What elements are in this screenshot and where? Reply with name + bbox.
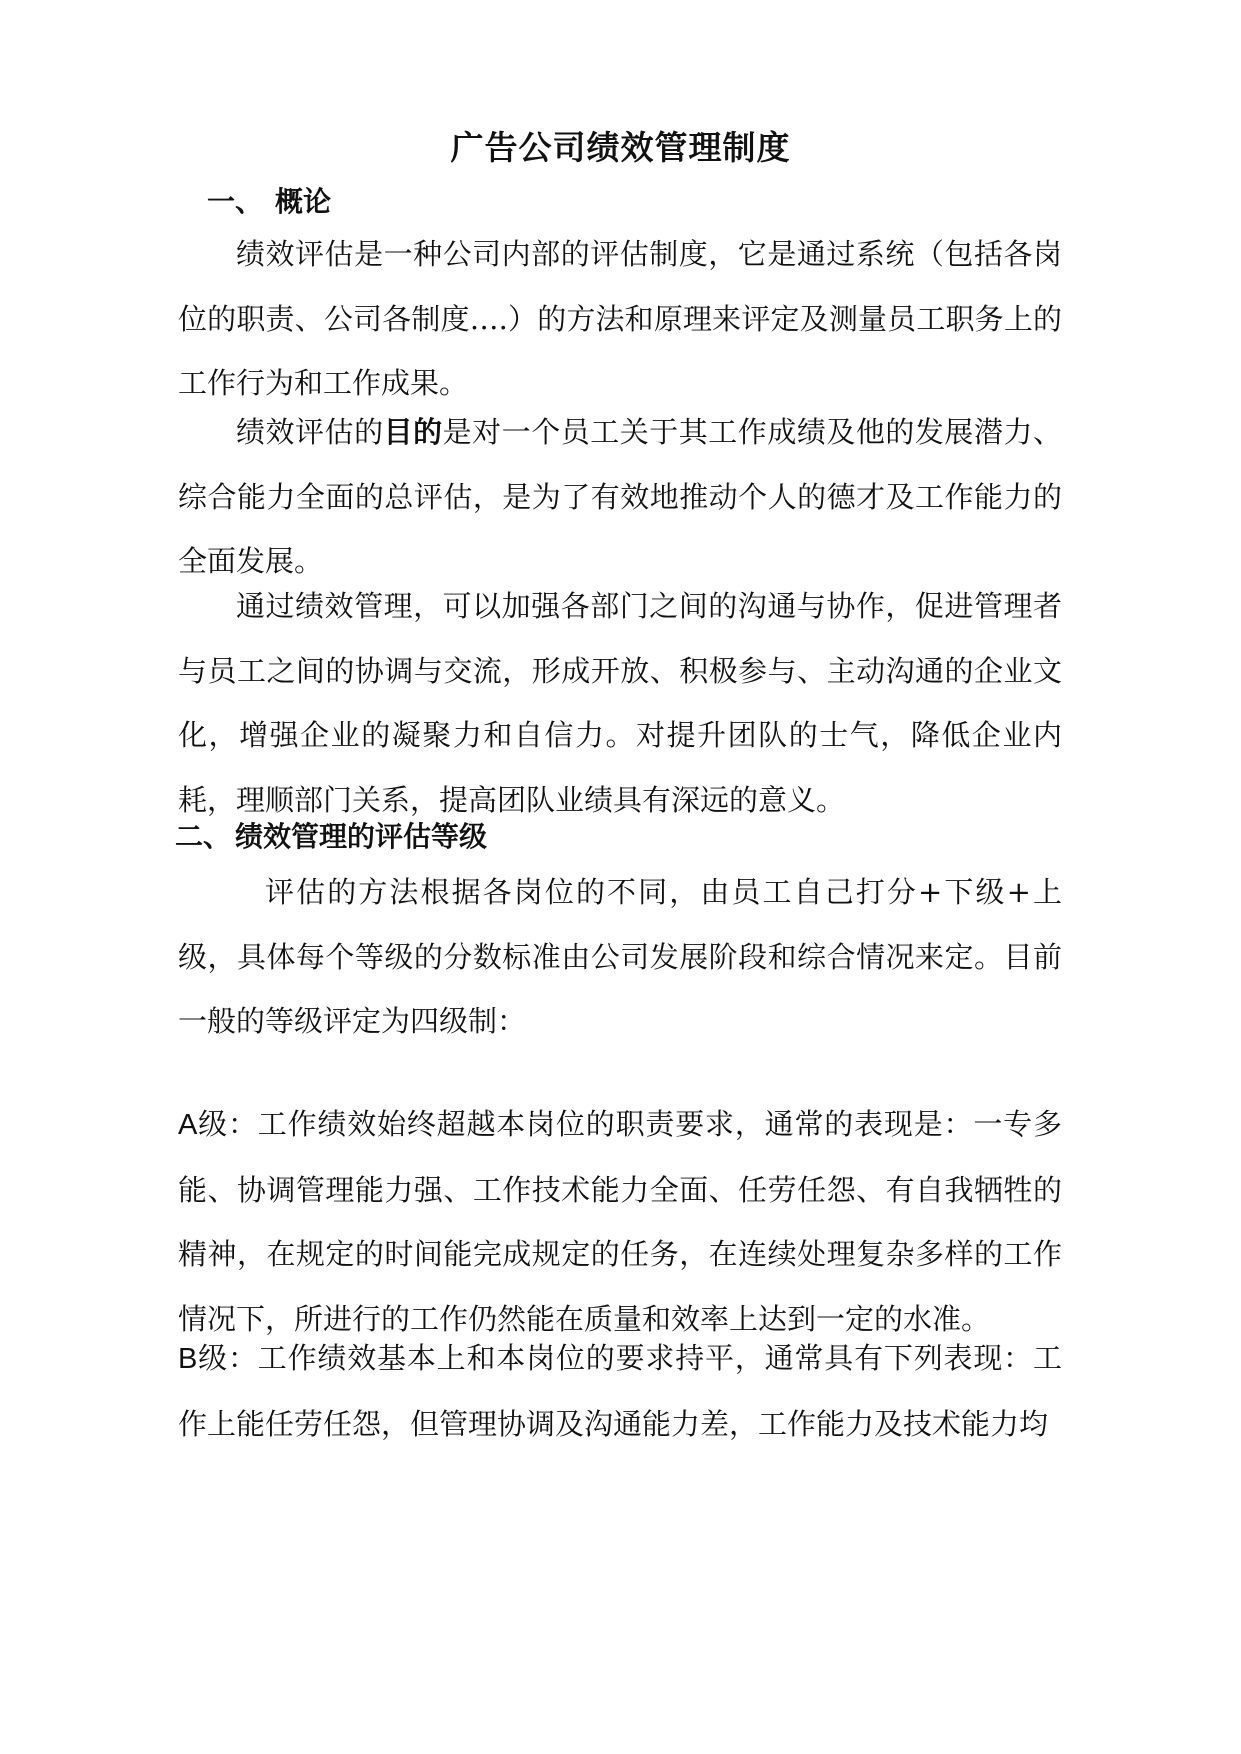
section-number: 二、 xyxy=(175,820,232,853)
paragraph-benefits: 通过绩效管理，可以加强各部门之间的沟通与协作，促进管理者与员工之间的协调与交流，形成开放、积极参与、主动沟通的企业文化，增强企业的凝聚力和自信力。对提升团队的士气，降低企业内耗，理顺部门关系，提高团队业绩具有深远的意义。 xyxy=(178,589,1062,817)
section-heading-overview xyxy=(207,180,331,220)
section-heading-grades xyxy=(175,815,487,855)
section-title: 概论 xyxy=(275,185,332,218)
paragraph-method: 评估的方法根据各岗位的不同，由员工自己打分+下级+上级，具体每个等级的分数标准由公司发展阶段和综合情况来定。目前一般的等级评定为四级制： xyxy=(178,875,1062,1038)
purpose-lead-text: 绩效评估的 xyxy=(236,415,384,449)
grade-a-label: A xyxy=(178,1109,198,1141)
paragraph-purpose xyxy=(178,400,1062,594)
grade-a-paragraph xyxy=(178,1092,1062,1351)
section-number: 一、 xyxy=(207,185,264,218)
section-title: 绩效管理的评估等级 xyxy=(235,820,488,853)
purpose-emphasis: 目的 xyxy=(383,415,443,449)
grade-b-label: B xyxy=(178,1343,198,1375)
grade-b-text: 级：工作绩效基本上和本岗位的要求持平，通常具有下列表现：工作上能任劳任怨，但管理协调及沟通能力差，工作能力及技术能力均 xyxy=(178,1341,1062,1441)
purpose-rest-text: 是对一个员工关于其工作成绩及他的发展潜力、综合能力全面的总评估，是为了有效地推动个人的德才及工作能力的全面发展。 xyxy=(178,415,1062,578)
paragraph-definition: 绩效评估是一种公司内部的评估制度，它是通过系统（包括各岗位的职责、公司各制度….）的方法和原理来评定及测量员工职务上的工作行为和工作成果。 xyxy=(178,237,1062,400)
grade-b-paragraph xyxy=(178,1326,1062,1456)
document-title: 广告公司绩效管理制度 xyxy=(450,128,791,167)
grade-a-text: 级：工作绩效始终超越本岗位的职责要求，通常的表现是：一专多能、协调管理能力强、工作技术能力全面、任劳任怨、有自我牺牲的精神，在规定的时间能完成规定的任务，在连续处理复杂多样的工作情况下，所进行的工作仍然能在质量和效率上达到一定的水准。 xyxy=(178,1107,1062,1336)
